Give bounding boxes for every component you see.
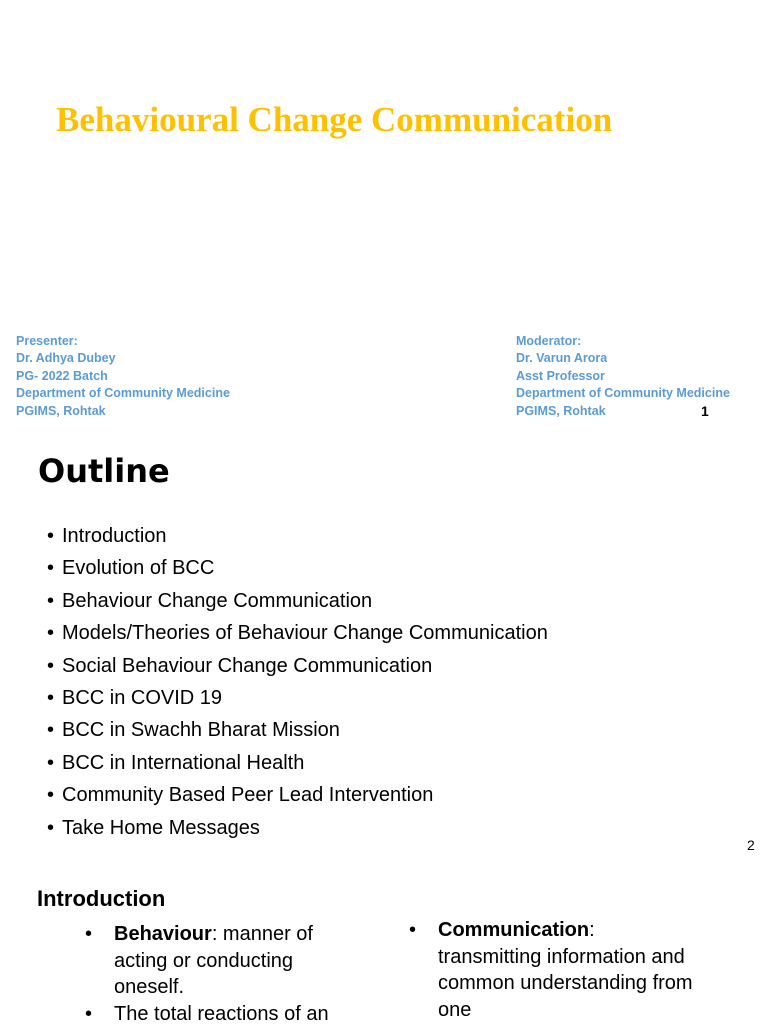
list-item <box>47 812 548 844</box>
bullet: • <box>47 654 55 677</box>
list-item <box>85 1001 345 1024</box>
list-item <box>47 617 548 649</box>
bullet: • <box>47 784 55 807</box>
slide-title: Outline <box>38 452 170 490</box>
definition-text: : transmitting information and common understanding from one <box>438 919 693 1021</box>
moderator-info <box>516 333 730 420</box>
definition-term: Behaviour <box>114 923 212 945</box>
list-item <box>409 917 699 1023</box>
bullet: • <box>47 622 55 645</box>
definition-text: : manner of acting or conducting oneself. <box>114 923 313 999</box>
page-number: 1 <box>701 403 709 419</box>
bullet: • <box>47 751 55 774</box>
list-item <box>47 552 548 584</box>
page-number: 2 <box>747 837 755 853</box>
list-item <box>47 779 548 811</box>
definition-term: Communication <box>438 919 590 941</box>
list-item-text: Take Home Messages <box>62 816 260 839</box>
introduction-slide <box>0 864 768 1024</box>
bullet: • <box>47 816 55 839</box>
list-item-text: Models/Theories of Behaviour Change Communication <box>62 622 548 645</box>
right-column <box>409 917 699 1023</box>
left-column <box>85 921 345 1024</box>
bullet: • <box>409 919 417 941</box>
list-item-text: The total reactions of an <box>114 1002 329 1024</box>
list-item-text: Evolution of BCC <box>62 557 215 580</box>
presenter-department: Department of Community Medicine <box>16 386 230 401</box>
presenter-institute: PGIMS, Rohtak <box>16 403 106 418</box>
moderator-department: Department of Community Medicine <box>516 386 730 401</box>
list-item-text: BCC in International Health <box>62 751 305 774</box>
list-item-text: BCC in Swachh Bharat Mission <box>62 719 340 742</box>
list-item <box>47 747 548 779</box>
list-item <box>47 682 548 714</box>
list-item-text: Behaviour Change Communication <box>62 589 373 612</box>
outline-list <box>47 520 548 844</box>
slide-title: Introduction <box>37 886 166 911</box>
bullet: • <box>47 589 55 612</box>
list-item <box>47 714 548 746</box>
outline-slide <box>0 432 768 864</box>
list-item-text: Introduction <box>62 525 167 547</box>
title-slide <box>0 0 768 432</box>
presenter-batch: PG- 2022 Batch <box>16 368 108 383</box>
bullet: • <box>85 1002 93 1024</box>
list-item <box>47 585 548 617</box>
list-item <box>47 650 548 682</box>
bullet: • <box>47 687 55 710</box>
moderator-name: Dr. Varun Arora <box>516 351 608 366</box>
list-item-text: Community Based Peer Lead Intervention <box>62 784 434 807</box>
list-item <box>85 921 345 1001</box>
presenter-info <box>16 333 230 420</box>
bullet: • <box>47 719 55 742</box>
slide-title: Behavioural Change Communication <box>56 100 613 139</box>
moderator-institute: PGIMS, Rohtak <box>516 403 606 418</box>
moderator-designation: Asst Professor <box>516 368 605 383</box>
bullet: • <box>47 557 55 580</box>
presenter-name: Dr. Adhya Dubey <box>16 351 116 366</box>
list-item <box>47 520 548 552</box>
moderator-label: Moderator: <box>516 334 582 348</box>
list-item-text: Social Behaviour Change Communication <box>62 654 433 677</box>
list-item-text: BCC in COVID 19 <box>62 687 223 710</box>
presenter-label: Presenter: <box>16 334 78 348</box>
bullet: • <box>85 923 93 945</box>
bullet: • <box>47 525 55 547</box>
